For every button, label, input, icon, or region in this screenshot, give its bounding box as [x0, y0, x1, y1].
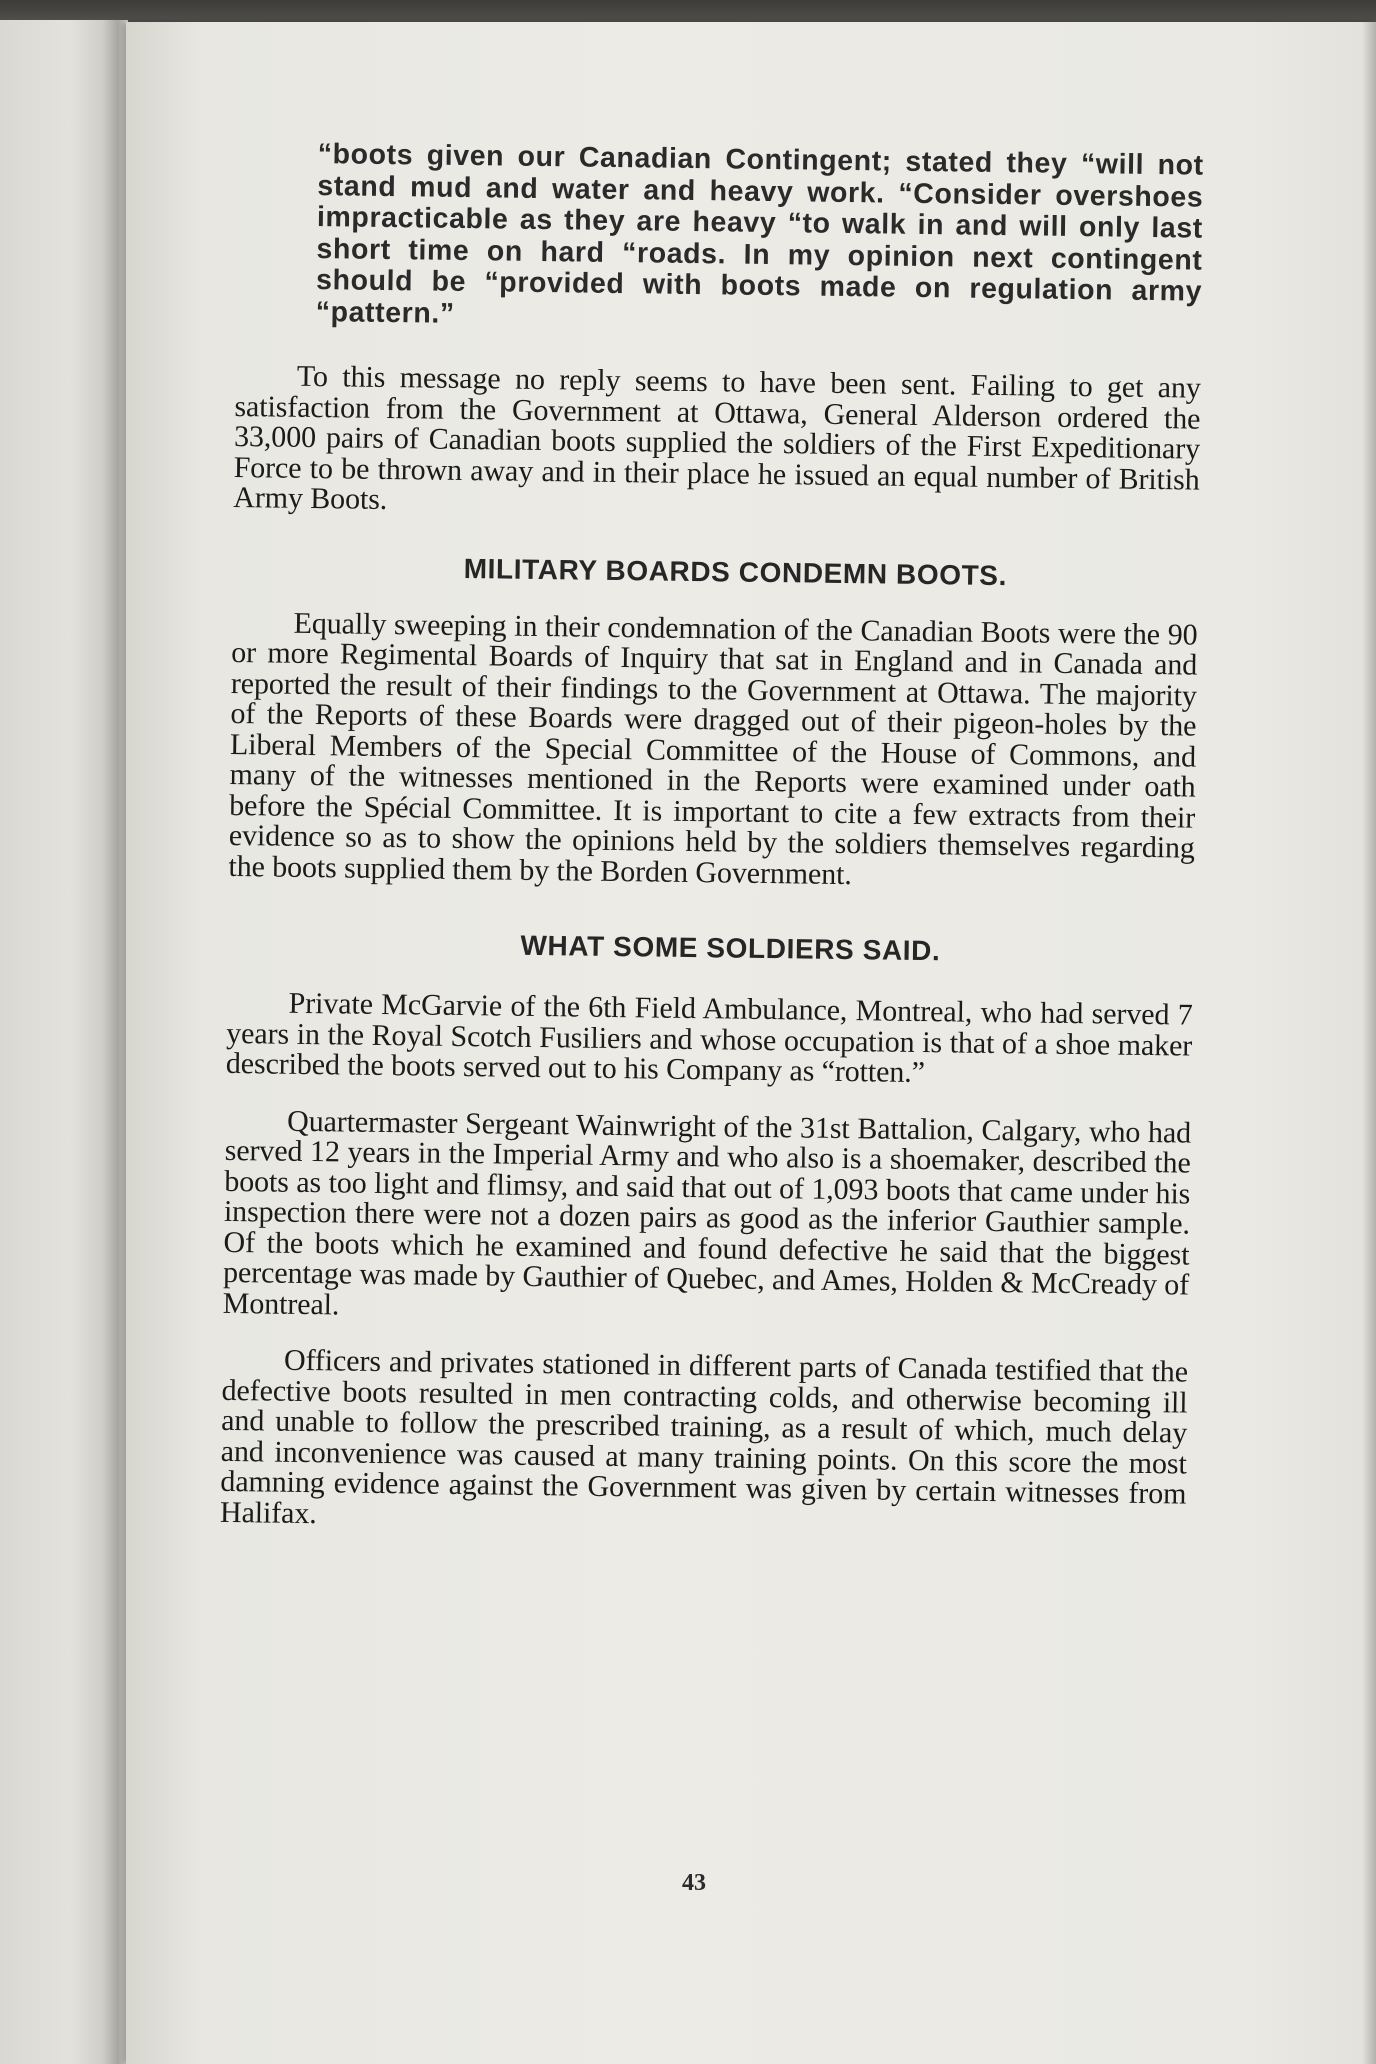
page-number: 43: [682, 1870, 706, 1896]
page-text-column: [220, 138, 1204, 1541]
telegram-quote: “boots given our Canadian Contingent; stated they “will not stand mud and water and heavy work. “Consider overshoes impracticable as they are heavy “to walk in and will only last short time on hard “roads. In my opinion next contingent should be “provided with boots made on regulation army “pattern.”: [315, 138, 1204, 330]
paragraph-no-reply: To this message no reply seems to have been sent. Failing to get any satisfaction from the Government at Ottawa, General Alderson ordered the 33,000 pairs of Canadian boots supplied the soldiers of the First Expeditionary Force to be thrown away and in their place he issued an equal number of British Army Boots.: [233, 359, 1202, 516]
paragraph-officers-testimony: Officers and privates stationed in different parts of Canada testified that the defective boots resulted in men contracting colds, and otherwise becoming ill and unable to follow the prescribed training, as a result of which, much delay and inconvenience was caused at many training points. On this score the most damning evidence against the Government was given by certain witnesses from Halifax.: [219, 1343, 1189, 1530]
previous-page-edge: [0, 20, 128, 2064]
paragraph-wainwright: Quartermaster Sergeant Wainwright of the 31st Battalion, Calgary, who had served 12 years in the Imperial Army and who also is a shoemaker, described the boots as too light and flimsy, and said that out of 1,093 boots that came under his inspection there were not a dozen pairs as good as the inferior Gauthier sample. Of the boots which he examined and found defective he said that the biggest percentage was made by Gauthier of Quebec, and Ames, Holden & McCready of Montreal.: [222, 1104, 1192, 1321]
paragraph-mcgarvie: Private McGarvie of the 6th Field Ambulance, Montreal, who had served 7 years in the Royal Scotch Fusiliers and whose occupation is that of a shoe maker described the boots served out to his Company as “rotten.”: [225, 986, 1193, 1090]
heading-soldiers-said: WHAT SOME SOLDIERS SAID.: [520, 929, 941, 967]
heading-military-boards: MILITARY BOARDS CONDEMN BOOTS.: [463, 552, 1008, 591]
paragraph-boards-of-inquiry: Equally sweeping in their condemnation of the Canadian Boots were the 90 or more Regimental Boards of Inquiry that sat in England and in Canada and reported the result of their findings to the Government at Ottawa. The majority of the Reports of these Boards were dragged out of their pigeon-holes by the Liberal Members of the Special Committee of the House of Commons, and many of the witnesses mentioned in the Reports were examined under oath before the Spécial Committee. It is important to cite a few extracts from their evidence so as to show the opinions held by the soldiers themselves regarding the boots supplied them by the Borden Government.: [228, 606, 1198, 891]
